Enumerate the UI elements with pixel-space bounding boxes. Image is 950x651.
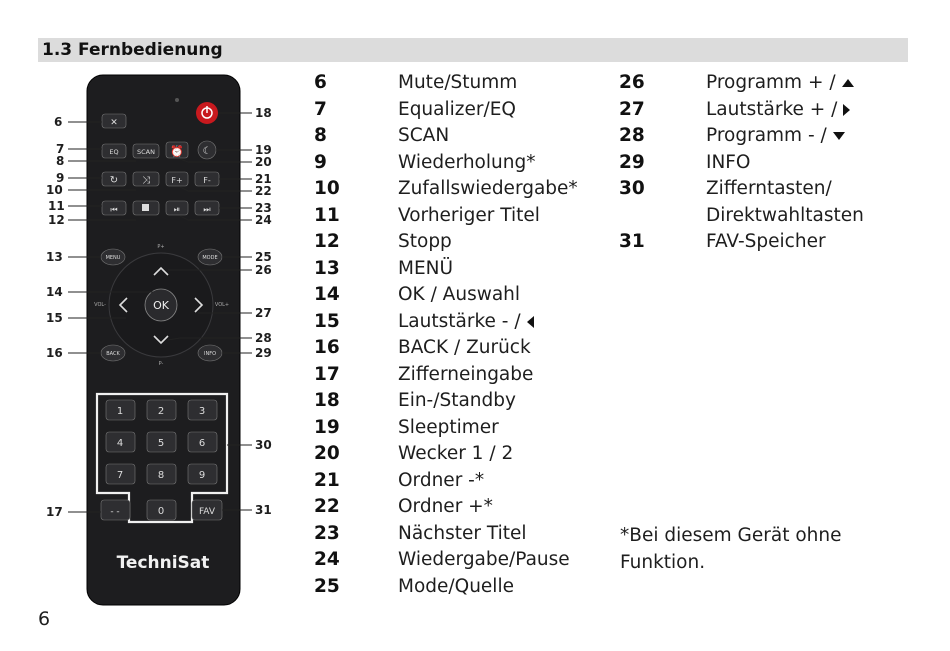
callout-23: 23	[255, 201, 272, 215]
digit-label-8: 8	[157, 470, 165, 481]
callout-13: 13	[46, 250, 63, 264]
back-label: BACK	[106, 351, 120, 357]
callout-22: 22	[255, 184, 272, 198]
legend-number: 24	[314, 549, 340, 570]
callout-30: 30	[255, 438, 272, 452]
legend-label-text: Programm + /	[706, 72, 836, 93]
legend-label: Zifferneingabe	[398, 363, 534, 385]
callout-11: 11	[48, 199, 65, 213]
callout-24: 24	[255, 213, 272, 227]
legend-label: Mute/Stumm	[398, 72, 518, 93]
legend-number: 10	[314, 178, 340, 199]
callout-31: 31	[255, 503, 272, 517]
legend-number: 15	[314, 310, 340, 332]
legend-number: 18	[314, 390, 340, 411]
legend-number: 16	[314, 337, 340, 358]
legend-label: OK / Auswahl	[398, 284, 521, 305]
digit-label-2: 2	[157, 406, 165, 417]
legend-label: Equalizer/EQ	[398, 98, 516, 120]
legend-number: 9	[314, 151, 327, 173]
eq-label: EQ	[109, 148, 119, 156]
legend-label: Ordner +*	[398, 496, 493, 517]
callout-20: 20	[255, 155, 272, 169]
legend-label: INFO	[706, 151, 751, 173]
alarm-clock-icon: ⏰	[170, 145, 184, 158]
legend-number: 26	[619, 72, 645, 93]
callout-21: 21	[255, 172, 272, 186]
volume-plus-label: VOL+	[214, 302, 230, 308]
program-plus-label: P+	[157, 244, 165, 250]
volume-minus-label: VOL-	[94, 302, 106, 308]
legend-label	[706, 97, 850, 124]
legend-label: Nächster Titel	[398, 522, 527, 544]
digit-label-0: 0	[157, 506, 165, 517]
legend-number: 22	[314, 496, 340, 517]
legend-number: 27	[619, 98, 645, 120]
callout-18: 18	[255, 106, 272, 120]
legend-number: 21	[314, 469, 340, 491]
triangle-right-icon	[843, 104, 850, 116]
digit-label-6: 6	[198, 438, 206, 449]
legend-label: SCAN	[398, 125, 450, 146]
digit-label-9: 9	[198, 470, 206, 481]
shuffle-icon: ⤨	[142, 175, 150, 186]
mode-label: MODE	[202, 255, 218, 261]
legend-number: 11	[314, 204, 340, 226]
callout-10: 10	[46, 183, 63, 197]
legend-number: 17	[314, 363, 340, 385]
callout-25: 25	[255, 250, 272, 264]
legend-number: 19	[314, 416, 340, 438]
callout-26: 26	[255, 263, 272, 277]
previous-icon: ⏮	[110, 205, 118, 214]
callout-29: 29	[255, 346, 272, 360]
program-minus-label: P-	[158, 361, 164, 367]
legend-label: Sleeptimer	[398, 416, 499, 438]
legend-number: 29	[619, 151, 645, 173]
moon-icon: ☾	[202, 146, 212, 157]
page-number: 6	[38, 608, 51, 630]
legend-number: 13	[314, 257, 340, 279]
legend-number: 30	[619, 178, 645, 199]
callout-28: 28	[255, 331, 272, 345]
legend-label: Wiedergabe/Pause	[398, 549, 570, 570]
remote-control-diagram	[40, 70, 330, 630]
section-header-bar	[38, 38, 908, 62]
callout-17: 17	[46, 505, 63, 519]
legend-label-text: Lautstärke + /	[706, 98, 838, 120]
legend-label: BACK / Zurück	[398, 337, 531, 358]
legend-label: Vorheriger Titel	[398, 204, 540, 226]
legend-number: 7	[314, 98, 327, 120]
section-title: 1.3 Fernbedienung	[42, 40, 223, 60]
fav-label: FAV	[198, 507, 216, 517]
led-indicator	[175, 98, 179, 102]
legend-label: MENÜ	[398, 257, 454, 279]
callout-14: 14	[46, 285, 63, 299]
legend-number: 28	[619, 125, 645, 146]
triangle-up-icon	[842, 79, 854, 87]
repeat-icon: ↻	[109, 175, 119, 186]
legend-label: Mode/Quelle	[398, 575, 514, 597]
digit-label-1: 1	[116, 406, 124, 417]
digit-label-5: 5	[157, 438, 165, 449]
folder-minus-label: F-	[203, 176, 211, 185]
legend-number: 8	[314, 125, 327, 146]
callout-15: 15	[46, 311, 63, 325]
legend-number: 20	[314, 443, 340, 464]
brand-logo: TechniSat	[116, 553, 210, 573]
callout-8: 8	[56, 154, 65, 168]
ok-label: OK	[153, 299, 169, 312]
legend-label-text: Lautstärke - /	[398, 310, 521, 332]
legend-label	[706, 70, 854, 97]
legend-number: 31	[619, 231, 645, 252]
legend-label: Ordner -*	[398, 469, 485, 491]
stop-icon	[142, 204, 149, 211]
legend-label: Ein-/Standby	[398, 390, 516, 411]
legend-number: 25	[314, 575, 340, 597]
legend-label	[398, 309, 534, 336]
dash-label: - -	[110, 507, 120, 517]
callout-7: 7	[56, 142, 65, 156]
callout-19: 19	[255, 143, 272, 157]
legend-number: 6	[314, 72, 327, 93]
menu-label: MENU	[105, 255, 121, 261]
info-label: INFO	[203, 351, 217, 357]
legend-label: Zufallswiedergabe*	[398, 178, 578, 199]
legend-label: Wecker 1 / 2	[398, 443, 514, 464]
callout-12: 12	[48, 213, 65, 227]
folder-plus-label: F+	[171, 176, 183, 185]
next-icon: ⏭	[203, 205, 211, 214]
legend-label	[706, 123, 845, 150]
callout-16: 16	[46, 346, 63, 360]
legend-number: 12	[314, 231, 340, 252]
triangle-down-icon	[833, 132, 845, 140]
callout-27: 27	[255, 306, 272, 320]
legend-label: FAV-Speicher	[706, 231, 826, 252]
digit-label-4: 4	[116, 438, 124, 449]
mute-icon: ✕	[110, 118, 118, 128]
callout-6: 6	[54, 115, 63, 129]
legend-label-text: Programm - /	[706, 125, 827, 146]
triangle-left-icon	[527, 316, 534, 328]
digit-label-7: 7	[116, 470, 124, 481]
legend-number: 23	[314, 522, 340, 544]
footnote: *Bei diesem Gerät ohne Funktion.	[620, 525, 842, 573]
legend-label: Direktwahltasten	[706, 204, 864, 226]
legend-number: 14	[314, 284, 340, 305]
digit-label-3: 3	[198, 406, 206, 417]
play-pause-icon: ⏯	[173, 205, 181, 214]
callout-9: 9	[56, 171, 65, 185]
scan-label: SCAN	[137, 148, 155, 156]
legend-label: Wiederholung*	[398, 151, 536, 173]
legend-label: Stopp	[398, 231, 452, 252]
legend-label: Zifferntasten/	[706, 178, 832, 199]
